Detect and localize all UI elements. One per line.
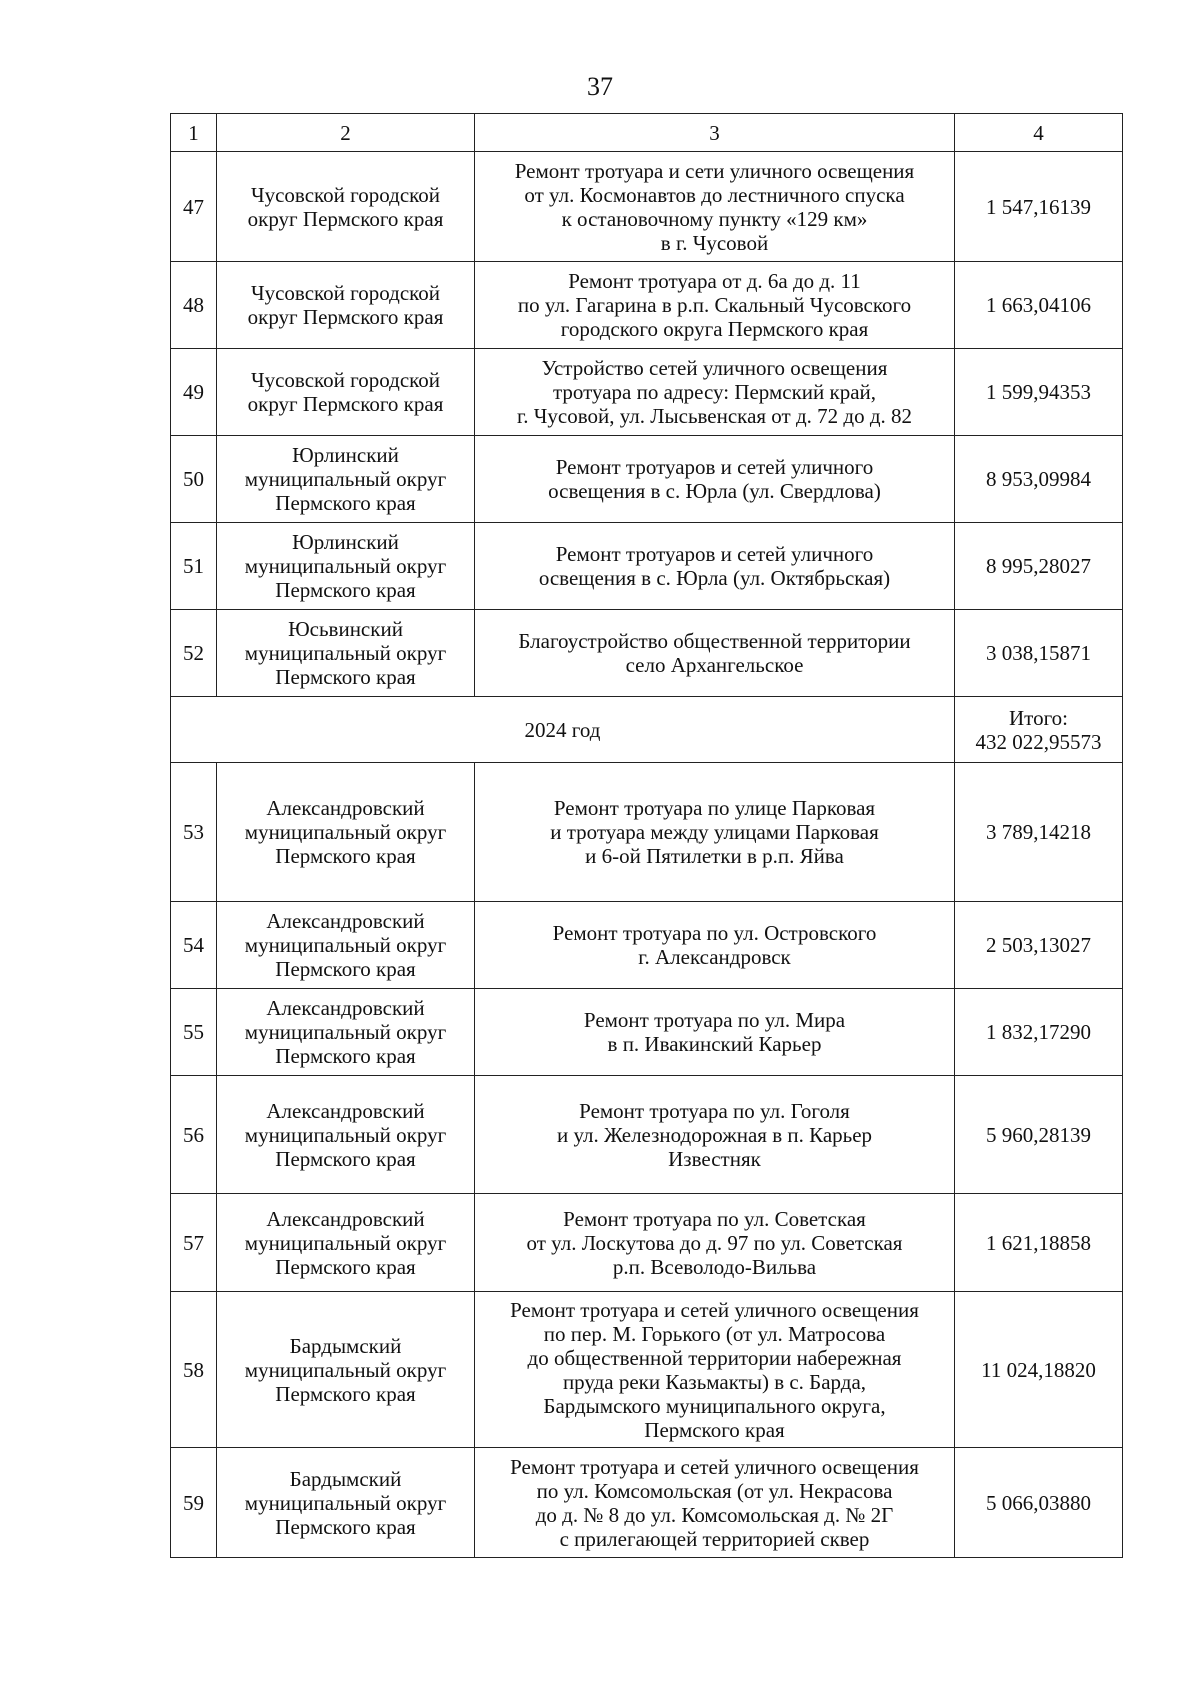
work-description-cell: Ремонт тротуара и сети уличного освещения от ул. Космонавтов до лестничного спуска к остановочному пункту «129 км» в г. Чусовой xyxy=(475,152,955,262)
table-row xyxy=(171,1076,1123,1194)
work-description-cell: Ремонт тротуара по улице Парковая и тротуара между улицами Парковая и 6-ой Пятилетки в р.п. Яйва xyxy=(475,763,955,902)
year-section-row xyxy=(171,697,1123,763)
amount-cell: 1 599,94353 xyxy=(955,349,1123,436)
row-index: 53 xyxy=(171,763,217,902)
table-row xyxy=(171,1448,1123,1558)
row-index: 59 xyxy=(171,1448,217,1558)
amount-cell: 1 663,04106 xyxy=(955,262,1123,349)
table-row xyxy=(171,152,1123,262)
work-description-cell: Ремонт тротуара по ул. Гоголя и ул. Железнодорожная в п. Карьер Известняк xyxy=(475,1076,955,1194)
amount-cell: 1 547,16139 xyxy=(955,152,1123,262)
work-description-cell: Ремонт тротуаров и сетей уличного освещения в с. Юрла (ул. Свердлова) xyxy=(475,436,955,523)
table-row xyxy=(171,1292,1123,1448)
work-description-cell: Ремонт тротуара и сетей уличного освещения по пер. М. Горького (от ул. Матросова до общественной территории набережная пруда реки Казьмакты) в с. Барда, Бардымского муниципального округа, Пермского края xyxy=(475,1292,955,1448)
amount-cell: 8 953,09984 xyxy=(955,436,1123,523)
column-number-2: 2 xyxy=(217,114,475,152)
municipality-cell: Александровский муниципальный округ Пермского края xyxy=(217,902,475,989)
amount-cell: 3 038,15871 xyxy=(955,610,1123,697)
year-label: 2024 год xyxy=(171,697,955,763)
row-index: 48 xyxy=(171,262,217,349)
row-index: 57 xyxy=(171,1194,217,1292)
row-index: 55 xyxy=(171,989,217,1076)
municipality-cell: Юсьвинский муниципальный округ Пермского края xyxy=(217,610,475,697)
amount-cell: 8 995,28027 xyxy=(955,523,1123,610)
municipality-cell: Александровский муниципальный округ Пермского края xyxy=(217,763,475,902)
municipality-cell: Юрлинский муниципальный округ Пермского края xyxy=(217,523,475,610)
municipality-cell: Александровский муниципальный округ Пермского края xyxy=(217,989,475,1076)
page-number: 37 xyxy=(587,72,613,101)
work-description-cell: Ремонт тротуара от д. 6а до д. 11 по ул. Гагарина в р.п. Скальный Чусовского городского округа Пермского края xyxy=(475,262,955,349)
row-index: 47 xyxy=(171,152,217,262)
municipality-cell: Чусовской городской округ Пермского края xyxy=(217,349,475,436)
table-row xyxy=(171,523,1123,610)
amount-cell: 5 066,03880 xyxy=(955,1448,1123,1558)
work-description-cell: Ремонт тротуара по ул. Мира в п. Ивакинский Карьер xyxy=(475,989,955,1076)
table-header-row xyxy=(171,114,1123,152)
amount-cell: 2 503,13027 xyxy=(955,902,1123,989)
table-row xyxy=(171,349,1123,436)
municipality-cell: Юрлинский муниципальный округ Пермского края xyxy=(217,436,475,523)
work-description-cell: Благоустройство общественной территории село Архангельское xyxy=(475,610,955,697)
municipality-cell: Чусовской городской округ Пермского края xyxy=(217,262,475,349)
amount-cell: 11 024,18820 xyxy=(955,1292,1123,1448)
work-description-cell: Устройство сетей уличного освещения тротуара по адресу: Пермский край, г. Чусовой, ул. Лысьвенская от д. 72 до д. 82 xyxy=(475,349,955,436)
work-description-cell: Ремонт тротуара по ул. Островского г. Александровск xyxy=(475,902,955,989)
amount-cell: 1 832,17290 xyxy=(955,989,1123,1076)
work-description-cell: Ремонт тротуара по ул. Советская от ул. Лоскутова до д. 97 по ул. Советская р.п. Всеволодо-Вильва xyxy=(475,1194,955,1292)
row-index: 51 xyxy=(171,523,217,610)
work-description-cell: Ремонт тротуаров и сетей уличного освещения в с. Юрла (ул. Октябрьская) xyxy=(475,523,955,610)
row-index: 49 xyxy=(171,349,217,436)
table-row xyxy=(171,1194,1123,1292)
row-index: 52 xyxy=(171,610,217,697)
table-row xyxy=(171,436,1123,523)
row-index: 56 xyxy=(171,1076,217,1194)
amount-cell: 5 960,28139 xyxy=(955,1076,1123,1194)
column-number-3: 3 xyxy=(475,114,955,152)
row-index: 54 xyxy=(171,902,217,989)
table-row xyxy=(171,763,1123,902)
municipality-cell: Бардымский муниципальный округ Пермского края xyxy=(217,1292,475,1448)
work-description-cell: Ремонт тротуара и сетей уличного освещения по ул. Комсомольская (от ул. Некрасова до д. № 8 до ул. Комсомольская д. № 2Г с прилегающей территорией сквер xyxy=(475,1448,955,1558)
table-row xyxy=(171,989,1123,1076)
column-number-4: 4 xyxy=(955,114,1123,152)
column-number-1: 1 xyxy=(171,114,217,152)
row-index: 50 xyxy=(171,436,217,523)
projects-table xyxy=(170,113,1123,1558)
year-total: Итого: 432 022,95573 xyxy=(955,697,1123,763)
table-row xyxy=(171,902,1123,989)
municipality-cell: Чусовской городской округ Пермского края xyxy=(217,152,475,262)
municipality-cell: Бардымский муниципальный округ Пермского края xyxy=(217,1448,475,1558)
row-index: 58 xyxy=(171,1292,217,1448)
table-row xyxy=(171,610,1123,697)
municipality-cell: Александровский муниципальный округ Пермского края xyxy=(217,1076,475,1194)
amount-cell: 3 789,14218 xyxy=(955,763,1123,902)
municipality-cell: Александровский муниципальный округ Пермского края xyxy=(217,1194,475,1292)
amount-cell: 1 621,18858 xyxy=(955,1194,1123,1292)
table-row xyxy=(171,262,1123,349)
